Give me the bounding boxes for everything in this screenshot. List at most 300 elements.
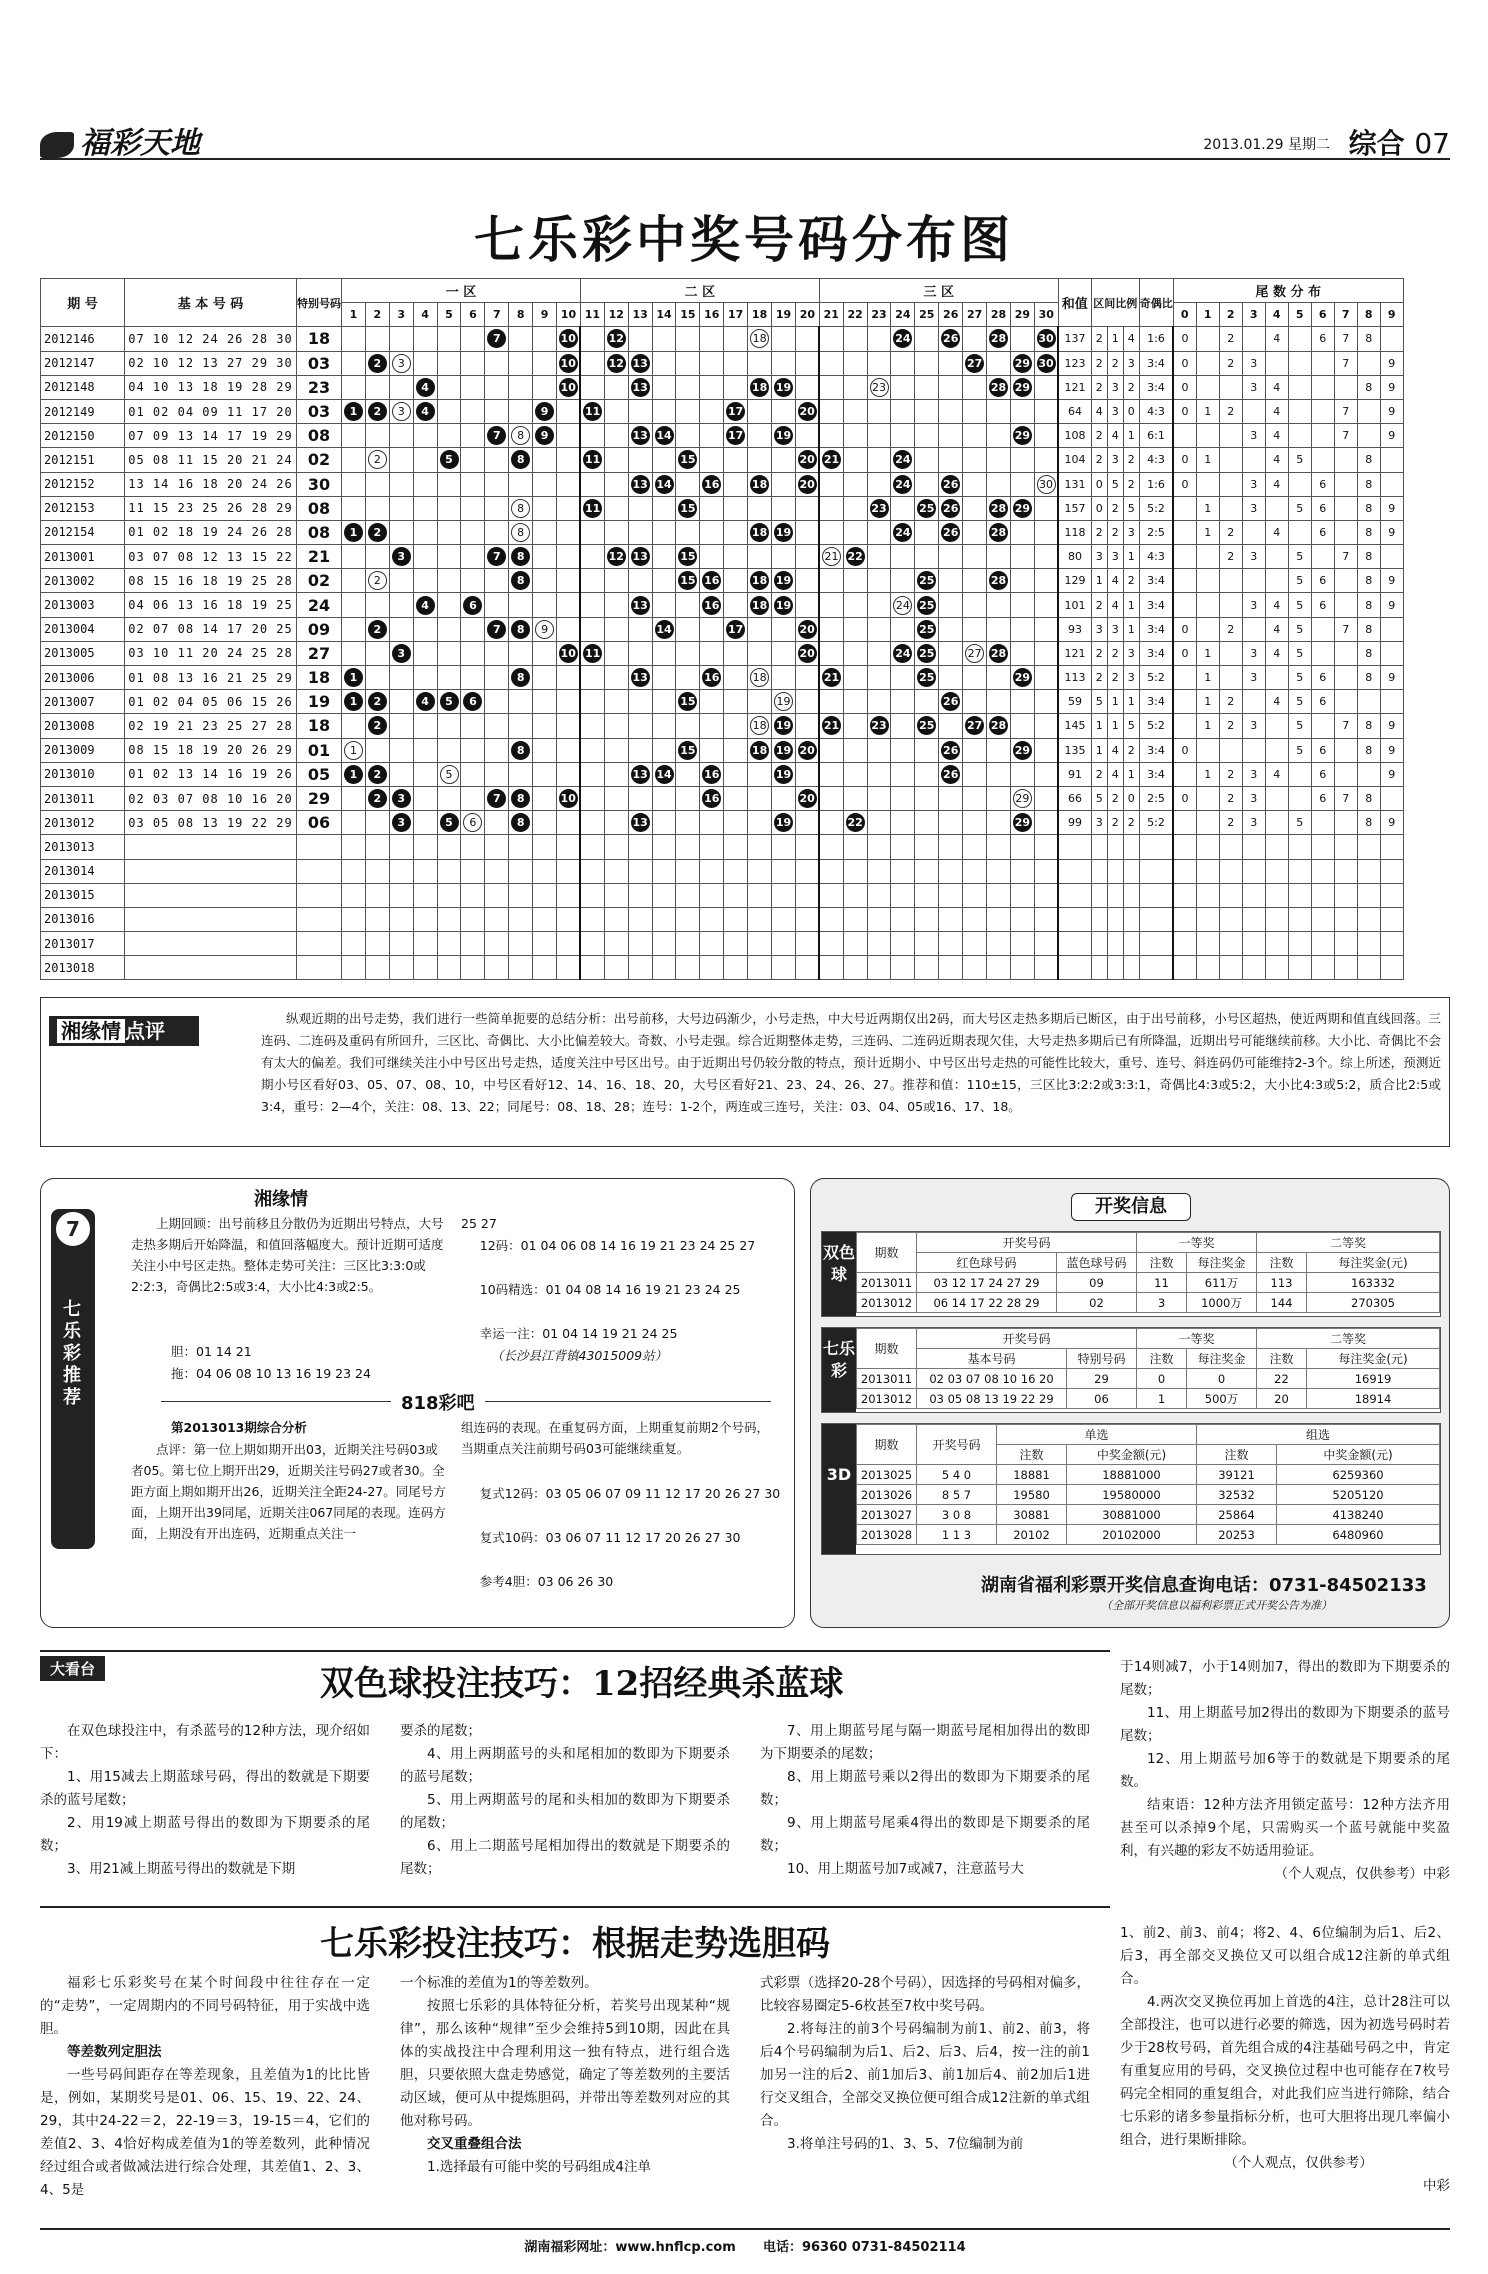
tail-digit: 6 (1319, 574, 1327, 588)
number-cell (437, 932, 461, 956)
zone-ratio-cell: 2 (1091, 375, 1107, 399)
lottery-info-title: 开奖信息 (1071, 1193, 1191, 1221)
tail-cell (1357, 351, 1380, 375)
number-cell (819, 859, 843, 883)
number-cell (939, 351, 963, 375)
number-cell (580, 835, 604, 859)
number-cell (987, 617, 1011, 641)
number-cell (413, 738, 437, 762)
zone-ratio-cell: 0 (1123, 399, 1139, 423)
number-cell (628, 424, 652, 448)
masthead (40, 118, 1450, 160)
tail-digit: 6 (1319, 767, 1327, 781)
number-cell (342, 859, 366, 883)
article1-p: 10、用上期蓝号加7或减7，注意蓝号大 (787, 1861, 1024, 1877)
drawn-number-ball: 18 (750, 378, 769, 397)
number-cell (485, 859, 509, 883)
number-cell (772, 351, 796, 375)
number-cell (604, 569, 628, 593)
tail-cell (1380, 351, 1403, 375)
zone-ratio-cell (1107, 956, 1123, 980)
number-cell (365, 714, 389, 738)
number-cell (437, 593, 461, 617)
table-row (41, 786, 1404, 810)
d3-h-amt1: 中奖金额(元) (1067, 1445, 1197, 1465)
number-cell (700, 617, 724, 641)
drawn-number-ball: 28 (989, 571, 1008, 590)
odd-even-cell: 2:5 (1139, 786, 1173, 810)
tail-cell (1196, 738, 1219, 762)
tail-digit: 3 (1250, 380, 1258, 394)
number-cell (772, 593, 796, 617)
tail-cell (1173, 641, 1196, 665)
sum-cell (1058, 932, 1091, 956)
tail-digit: 3 (1250, 671, 1258, 685)
tail-cell (1173, 351, 1196, 375)
number-cell (1034, 327, 1058, 351)
article2-subhead: 等差数列定胆法 (67, 2044, 162, 2060)
sum-cell: 135 (1058, 738, 1091, 762)
sum-cell: 91 (1058, 762, 1091, 786)
special-number-cell (297, 859, 342, 883)
tail-digit: 1 (1204, 719, 1212, 733)
tail-cell (1357, 496, 1380, 520)
zone-ratio-cell: 1 (1091, 738, 1107, 762)
lottery-info-box (810, 1178, 1450, 1628)
basic-numbers-cell (125, 907, 297, 931)
number-cell (437, 666, 461, 690)
special-number-cell: 23 (297, 375, 342, 399)
number-cell (915, 424, 939, 448)
odd-even-cell (1139, 835, 1173, 859)
number-cell (389, 786, 413, 810)
tail-cell (1196, 714, 1219, 738)
special-number-ring: 8 (511, 523, 530, 542)
tail-cell (1380, 786, 1403, 810)
number-cell (628, 738, 652, 762)
tail-cell (1380, 859, 1403, 883)
drawn-number-ball: 19 (774, 765, 793, 784)
tail-cell (1196, 690, 1219, 714)
number-cell (628, 811, 652, 835)
drawn-number-ball: 26 (941, 499, 960, 518)
number-cell (533, 375, 557, 399)
tail-cell (1311, 593, 1334, 617)
number-cell (819, 762, 843, 786)
basic-numbers-cell: 13 14 16 18 20 24 26 (125, 472, 297, 496)
tail-digit: 8 (1365, 671, 1373, 685)
tail-digit: 9 (1388, 767, 1396, 781)
tail-cell (1311, 399, 1334, 423)
number-cell (628, 786, 652, 810)
number-cell (748, 738, 772, 762)
number-cell (795, 448, 819, 472)
number-cell (819, 569, 843, 593)
number-cell (509, 424, 533, 448)
zone-ratio-cell: 3 (1123, 520, 1139, 544)
number-cell (700, 956, 724, 980)
number-cell (963, 617, 987, 641)
number-cell (748, 399, 772, 423)
number-cell (724, 738, 748, 762)
number-cell (867, 327, 891, 351)
number-cell (843, 907, 867, 931)
zone-ratio-cell (1091, 956, 1107, 980)
number-cell (1034, 666, 1058, 690)
qlc-h-period: 期数 (857, 1329, 917, 1369)
drawn-number-ball: 30 (1037, 354, 1056, 373)
sum-cell: 104 (1058, 448, 1091, 472)
zone-ratio-cell: 2 (1091, 424, 1107, 448)
zone-ratio-cell: 5 (1091, 786, 1107, 810)
tail-cell (1288, 327, 1311, 351)
special-number-cell: 29 (297, 786, 342, 810)
number-cell (987, 690, 1011, 714)
number-cell (891, 786, 915, 810)
sum-cell: 59 (1058, 690, 1091, 714)
tail-digit: 2 (1227, 767, 1235, 781)
tail-cell (1219, 738, 1242, 762)
number-cell (1010, 859, 1034, 883)
tail-cell (1219, 762, 1242, 786)
number-cell (748, 932, 772, 956)
tail-cell (1242, 762, 1265, 786)
d3-h-single: 单选 (997, 1425, 1197, 1445)
number-cell (915, 448, 939, 472)
tail-cell (1196, 956, 1219, 980)
qlc-sp: 29 (1067, 1369, 1137, 1389)
page-title: 七乐彩中奖号码分布图 (474, 211, 1014, 269)
drawn-number-ball: 12 (607, 354, 626, 373)
zone-ratio-cell: 3 (1107, 545, 1123, 569)
special-number-ring: 6 (463, 813, 482, 832)
number-cell (413, 835, 437, 859)
header-tail-digit: 8 (1357, 303, 1380, 327)
tail-cell (1311, 351, 1334, 375)
zone-ratio-cell: 1 (1123, 593, 1139, 617)
tail-cell (1380, 714, 1403, 738)
seven-badge-icon: 7 (53, 1209, 93, 1249)
number-cell (795, 351, 819, 375)
tail-cell (1357, 375, 1380, 399)
number-cell (748, 883, 772, 907)
qlc-sp: 06 (1067, 1389, 1137, 1409)
drawn-number-ball: 13 (631, 426, 650, 445)
number-cell (772, 569, 796, 593)
number-cell (533, 811, 557, 835)
number-cell (342, 738, 366, 762)
tail-digit: 6 (1319, 792, 1327, 806)
number-cell (533, 666, 557, 690)
period-cell: 2012151 (41, 448, 125, 472)
header-number: 13 (628, 303, 652, 327)
number-cell (867, 472, 891, 496)
number-cell (652, 932, 676, 956)
d3-h-nums: 开奖号码 (917, 1425, 997, 1465)
tail-cell (1265, 593, 1288, 617)
tail-digit: 2 (1227, 332, 1235, 346)
period-cell: 2013010 (41, 762, 125, 786)
number-cell (939, 593, 963, 617)
number-cell (461, 883, 485, 907)
tail-cell (1219, 472, 1242, 496)
drawn-number-ball: 20 (798, 402, 817, 421)
d3-period: 2013028 (857, 1525, 917, 1545)
tail-digit: 1 (1204, 695, 1212, 709)
ssq-a1: 1000万 (1187, 1293, 1257, 1313)
number-cell (652, 690, 676, 714)
number-cell (413, 375, 437, 399)
number-cell (1034, 399, 1058, 423)
odd-even-cell (1139, 956, 1173, 980)
special-number-cell (297, 883, 342, 907)
tail-digit: 8 (1365, 598, 1373, 612)
tail-digit: 8 (1365, 332, 1373, 346)
zone-ratio-cell: 1 (1123, 762, 1139, 786)
number-cell (963, 327, 987, 351)
article1-byline: （个人观点，仅供参考）中彩 (1274, 1866, 1450, 1882)
number-cell (509, 811, 533, 835)
zone-ratio-cell: 3 (1123, 666, 1139, 690)
number-cell (342, 424, 366, 448)
tail-cell (1288, 399, 1311, 423)
number-cell (365, 956, 389, 980)
zone-ratio-cell: 3 (1123, 641, 1139, 665)
special-number-cell: 18 (297, 666, 342, 690)
tail-digit: 6 (1319, 671, 1327, 685)
d3-c1: 30881 (997, 1505, 1067, 1525)
number-cell (843, 496, 867, 520)
number-cell (342, 641, 366, 665)
ssq-blue: 09 (1057, 1273, 1137, 1293)
recommend-box (40, 1178, 795, 1628)
tail-cell (1242, 593, 1265, 617)
number-cell (963, 835, 987, 859)
number-cell (843, 375, 867, 399)
drawn-number-ball: 25 (917, 716, 936, 735)
ssq-blue: 02 (1057, 1293, 1137, 1313)
number-cell (533, 545, 557, 569)
d3-nums: 5 4 0 (917, 1465, 997, 1485)
drawn-number-ball: 22 (846, 813, 865, 832)
recommend-ref-4: 参考4胆：03 06 26 30 (479, 1574, 614, 1589)
number-cell (891, 520, 915, 544)
basic-numbers-cell: 02 07 08 14 17 20 25 (125, 617, 297, 641)
number-cell (867, 714, 891, 738)
drawn-number-ball: 6 (463, 692, 482, 711)
number-cell (676, 714, 700, 738)
number-cell (413, 641, 437, 665)
drawn-number-ball: 8 (511, 668, 530, 687)
tail-cell (1380, 956, 1403, 980)
zone-ratio-cell: 4 (1107, 424, 1123, 448)
drawn-number-ball: 13 (631, 668, 650, 687)
drawn-number-ball: 12 (607, 329, 626, 348)
special-number-ring: 8 (511, 426, 530, 445)
drawn-number-ball: 5 (440, 450, 459, 469)
header-tail: 尾 数 分 布 (1173, 279, 1403, 303)
number-cell (580, 424, 604, 448)
number-cell (987, 351, 1011, 375)
number-cell (915, 932, 939, 956)
number-cell (1010, 738, 1034, 762)
tail-cell (1357, 690, 1380, 714)
tail-digit: 9 (1388, 671, 1396, 685)
drawn-number-ball: 7 (487, 329, 506, 348)
number-cell (676, 883, 700, 907)
number-cell (700, 641, 724, 665)
number-cell (819, 641, 843, 665)
tail-cell (1265, 762, 1288, 786)
ssq-h-first: 一等奖 (1137, 1233, 1257, 1253)
tail-cell (1173, 690, 1196, 714)
qlc-c1: 1 (1137, 1389, 1187, 1409)
number-cell (1010, 448, 1034, 472)
tail-cell (1242, 424, 1265, 448)
number-cell (724, 883, 748, 907)
drawn-number-ball: 7 (487, 620, 506, 639)
zone-ratio-cell (1091, 835, 1107, 859)
tail-cell (1311, 883, 1334, 907)
drawn-number-ball: 24 (893, 329, 912, 348)
number-cell (365, 907, 389, 931)
number-cell (795, 399, 819, 423)
tail-cell (1242, 738, 1265, 762)
period-cell: 2012149 (41, 399, 125, 423)
number-cell (772, 448, 796, 472)
zone-ratio-cell: 2 (1107, 811, 1123, 835)
drawn-number-ball: 11 (583, 402, 602, 421)
tail-cell (1265, 569, 1288, 593)
number-cell (628, 399, 652, 423)
sum-cell (1058, 956, 1091, 980)
tail-digit: 6 (1319, 332, 1327, 346)
tail-cell (1196, 545, 1219, 569)
number-cell (939, 786, 963, 810)
number-cell (915, 859, 939, 883)
drawn-number-ball: 25 (917, 596, 936, 615)
zone-ratio-cell: 4 (1107, 762, 1123, 786)
qlc-a1: 0 (1187, 1369, 1257, 1389)
number-cell (437, 786, 461, 810)
zone-ratio-cell: 2 (1107, 666, 1123, 690)
drawn-number-ball: 29 (1013, 499, 1032, 518)
number-cell (533, 448, 557, 472)
tail-cell (1380, 399, 1403, 423)
tail-cell (1196, 327, 1219, 351)
header-basic: 基 本 号 码 (125, 279, 297, 327)
number-cell (580, 351, 604, 375)
number-cell (389, 617, 413, 641)
number-cell (485, 399, 509, 423)
number-cell (1034, 375, 1058, 399)
odd-even-cell (1139, 907, 1173, 931)
number-cell (485, 545, 509, 569)
number-cell (485, 690, 509, 714)
tail-cell (1196, 859, 1219, 883)
tail-cell (1265, 690, 1288, 714)
odd-even-cell: 5:2 (1139, 811, 1173, 835)
special-number-cell: 08 (297, 520, 342, 544)
header-number: 14 (652, 303, 676, 327)
recommend-12-codes: 12码：01 04 06 08 14 16 19 21 23 24 25 27 (479, 1238, 756, 1253)
number-cell (700, 932, 724, 956)
drawn-number-ball: 28 (989, 523, 1008, 542)
number-cell (485, 956, 509, 980)
number-cell (461, 714, 485, 738)
tail-cell (1242, 714, 1265, 738)
number-cell (963, 641, 987, 665)
header-number: 20 (795, 303, 819, 327)
special-number-ring: 8 (511, 499, 530, 518)
number-cell (891, 835, 915, 859)
tail-cell (1196, 883, 1219, 907)
header-number: 4 (413, 303, 437, 327)
tail-cell (1196, 641, 1219, 665)
header-tail-digit: 4 (1265, 303, 1288, 327)
basic-numbers-cell: 08 15 18 19 20 26 29 (125, 738, 297, 762)
tail-digit: 9 (1388, 598, 1396, 612)
number-cell (604, 593, 628, 617)
drawn-number-ball: 14 (655, 620, 674, 639)
header-number: 29 (1010, 303, 1034, 327)
sum-cell: 157 (1058, 496, 1091, 520)
number-cell (533, 835, 557, 859)
number-cell (389, 714, 413, 738)
number-cell (557, 932, 581, 956)
period-cell: 2013012 (41, 811, 125, 835)
number-cell (461, 496, 485, 520)
tail-cell (1380, 545, 1403, 569)
number-cell (891, 762, 915, 786)
article2-p: 2.将每注的前3个号码编制为前1、前2、前3，将后4个号码编制为后1、后2、后3、后4，按一注的前1加另一注的后2、前1加后3、前1加后4、前2加后1进行交叉组合，全部交叉换位便可组合成12注新的单式组合。 (760, 2021, 1090, 2129)
tail-cell (1357, 738, 1380, 762)
tail-digit: 0 (1181, 356, 1189, 370)
number-cell (509, 666, 533, 690)
number-cell (342, 327, 366, 351)
qlc-h-first: 一等奖 (1137, 1329, 1257, 1349)
zone-ratio-cell: 5 (1107, 472, 1123, 496)
special-number-cell: 02 (297, 448, 342, 472)
special-number-cell: 08 (297, 496, 342, 520)
tail-cell (1173, 932, 1196, 956)
zone-ratio-cell: 4 (1107, 593, 1123, 617)
odd-even-cell (1139, 859, 1173, 883)
tail-cell (1311, 448, 1334, 472)
tail-cell (1242, 472, 1265, 496)
number-cell (700, 762, 724, 786)
tail-cell (1265, 375, 1288, 399)
number-cell (437, 738, 461, 762)
number-cell (987, 907, 1011, 931)
number-cell (365, 496, 389, 520)
number-cell (485, 738, 509, 762)
number-cell (843, 811, 867, 835)
number-cell (628, 666, 652, 690)
drawn-number-ball: 1 (344, 668, 363, 687)
table-row (41, 375, 1404, 399)
tail-cell (1196, 520, 1219, 544)
number-cell (987, 327, 1011, 351)
tail-cell (1334, 932, 1357, 956)
d3-c2: 25864 (1197, 1505, 1277, 1525)
qlc-c1: 0 (1137, 1369, 1187, 1389)
tail-cell (1219, 327, 1242, 351)
tail-cell (1173, 424, 1196, 448)
header-period: 期 号 (41, 279, 125, 327)
number-cell (652, 496, 676, 520)
number-cell (724, 545, 748, 569)
